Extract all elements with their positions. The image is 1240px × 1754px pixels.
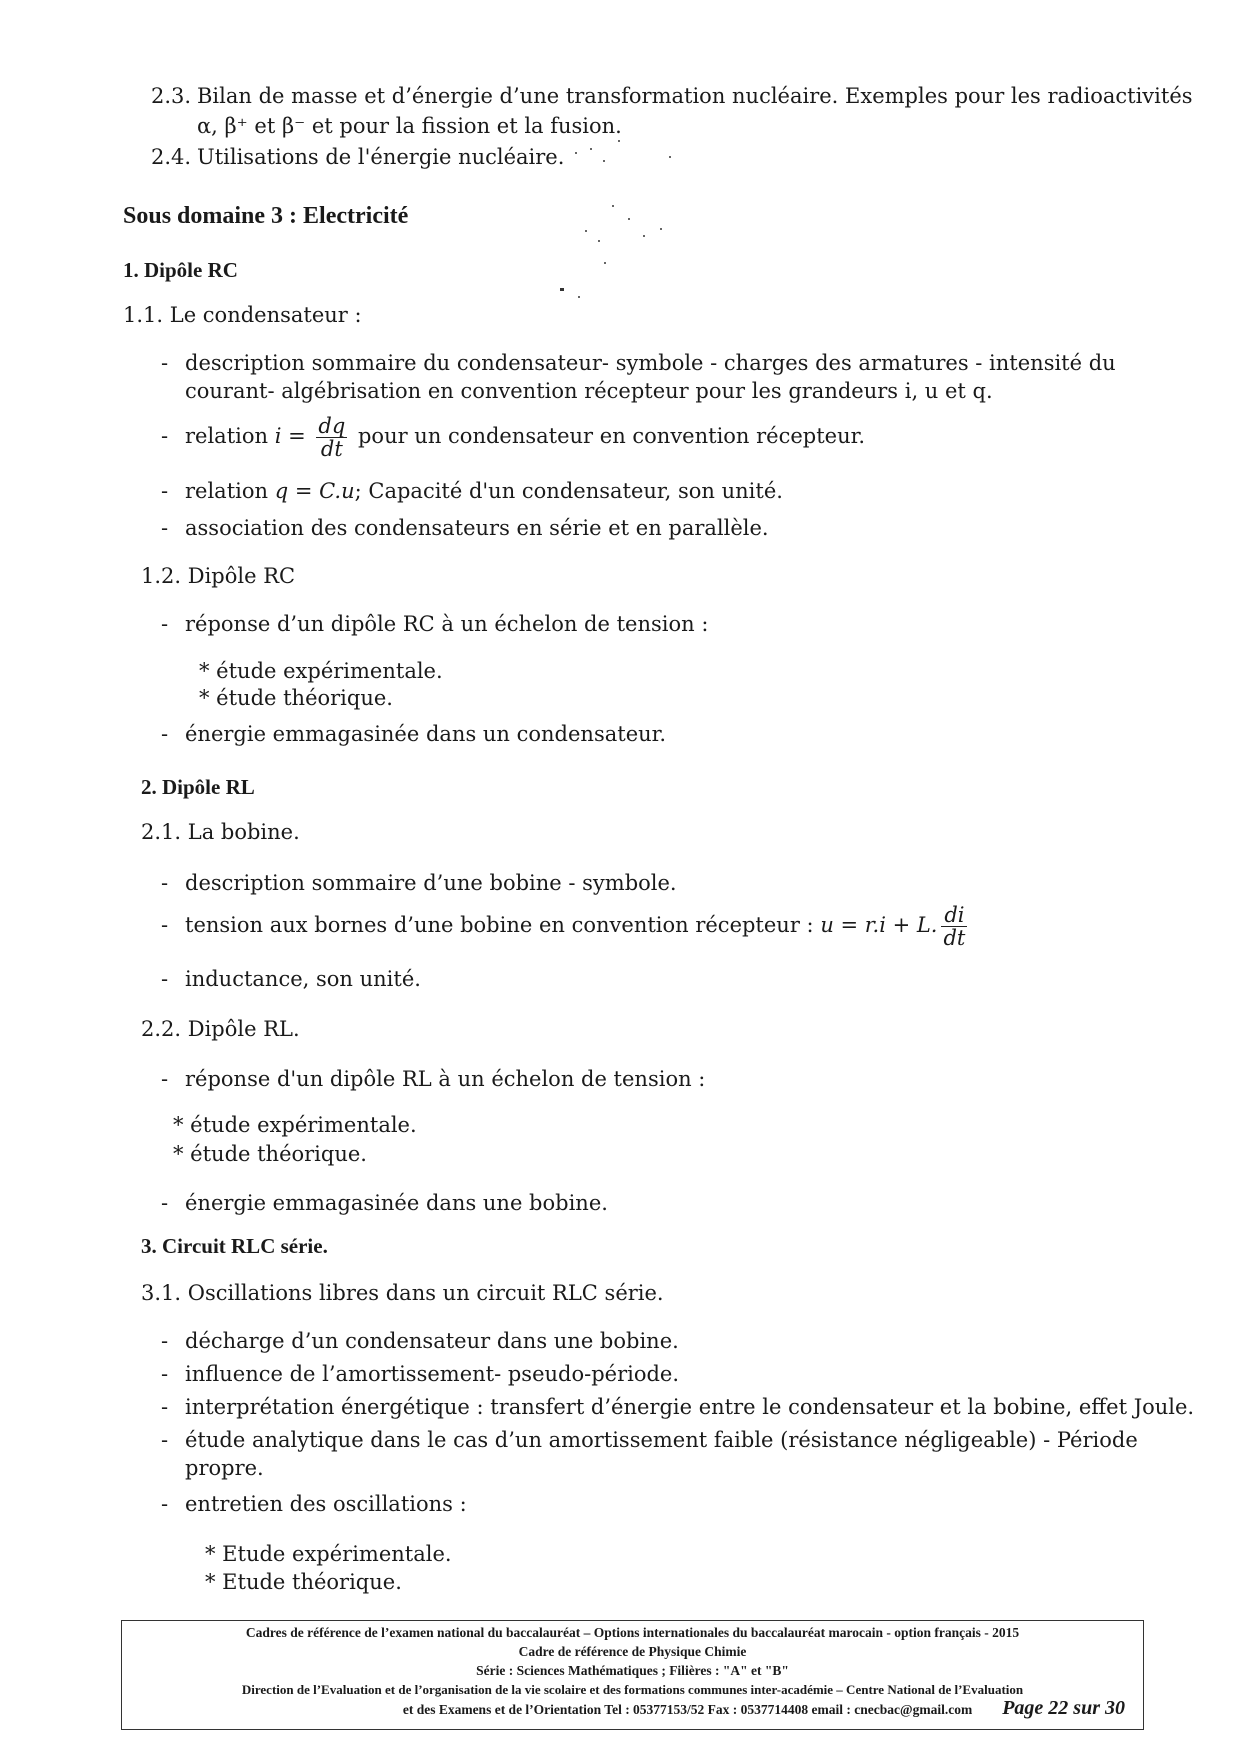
footer-contact: et des Examens et de l’Orientation Tel : 05377153/52 Fax : 0537714408 email : cnecbac@gmail.com (402, 1702, 973, 1717)
section-2-2-heading: 2.2. Dipôle RL. (141, 1017, 300, 1041)
relation-label: relation (185, 479, 269, 503)
rc-study-experimental: * étude expérimentale. (199, 659, 443, 683)
rc-bullet-association: - association des condensateurs en série et en parallèle. (185, 514, 769, 542)
rlc-study-experimental: * Etude expérimentale. (205, 1542, 452, 1566)
rlc-bullet-discharge: - décharge d’un condensateur dans une bobine. (185, 1327, 679, 1355)
relation-description: ; Capacité d'un condensateur, son unité. (354, 479, 783, 503)
fraction-denominator: dt (943, 926, 966, 950)
formula-u: u = r.i + L. (820, 913, 938, 937)
section-2-3-line1: Bilan de masse et d’énergie d’une transformation nucléaire. Exemples pour les radioactivités (197, 84, 1193, 108)
rc-bullet-relation-q (185, 477, 783, 505)
fraction-numerator: dq (318, 414, 346, 438)
tension-label: tension aux bornes d’une bobine en convention récepteur : (185, 913, 814, 937)
page-number: Page 22 sur 30 (1002, 1697, 1125, 1719)
section-2-1-heading: 2.1. La bobine. (141, 820, 300, 844)
section-2-title: 2. Dipôle RL (141, 775, 255, 799)
rlc-bullet-analytic-l1: - étude analytique dans le cas d’un amortissement faible (résistance négligeable) - Période (185, 1426, 1138, 1454)
fraction-dq-dt (316, 415, 347, 460)
section-2-3-label: 2.3. (151, 84, 192, 108)
section-3-1-heading: 3.1. Oscillations libres dans un circuit RLC série. (141, 1281, 664, 1305)
section-2-4-text: Utilisations de l'énergie nucléaire. (197, 145, 565, 169)
footer-line-3: Série : Sciences Mathématiques ; Filières : "A" et "B" (476, 1663, 789, 1678)
footer-line-2: Cadre de référence de Physique Chimie (518, 1644, 747, 1659)
rlc-bullet-maintenance: - entretien des oscillations : (185, 1490, 467, 1518)
rc-bullet-response: - réponse d’un dipôle RC à un échelon de tension : (185, 610, 708, 638)
page-footer (121, 1620, 1144, 1730)
rl-bullet-energy: - énergie emmagasinée dans une bobine. (185, 1189, 608, 1217)
relation-description: pour un condensateur en convention récepteur. (357, 424, 866, 448)
rlc-bullet-damping: - influence de l’amortissement- pseudo-période. (185, 1360, 679, 1388)
rlc-bullet-analytic-l2: propre. (185, 1456, 264, 1480)
section-2-4-label: 2.4. (151, 145, 192, 169)
fraction-di-dt (941, 904, 967, 949)
subdomain-title: Sous domaine 3 : Electricité (123, 203, 409, 229)
relation-label: relation (185, 424, 269, 448)
formula-i: i = (274, 424, 306, 448)
formula-q: q = C.u (274, 479, 355, 503)
rl-study-experimental: * étude expérimentale. (173, 1113, 417, 1137)
section-3-title: 3. Circuit RLC série. (141, 1234, 328, 1258)
footer-line-5 (122, 1699, 1143, 1719)
rc-bullet-description-l1: - description sommaire du condensateur- symbole - charges des armatures - intensité du (185, 349, 1116, 377)
fraction-denominator: dt (320, 437, 343, 461)
rl-study-theoretical: * étude théorique. (173, 1142, 367, 1166)
rl-bullet-inductance: - inductance, son unité. (185, 965, 421, 993)
rc-bullet-description-l2: courant- algébrisation en convention récepteur pour les grandeurs i, u et q. (185, 379, 993, 403)
section-1-1-heading: 1.1. Le condensateur : (123, 303, 362, 327)
rl-bullet-response: - réponse d'un dipôle RL à un échelon de tension : (185, 1065, 705, 1093)
rlc-bullet-energy: - interprétation énergétique : transfert d’énergie entre le condensateur et la bobine, effet Joule. (185, 1393, 1194, 1421)
footer-line-4: Direction de l’Evaluation et de l’organisation de la vie scolaire et des formations communes inter-académie – Centre National de l’Evaluation (241, 1682, 1024, 1697)
section-1-2-heading: 1.2. Dipôle RC (141, 564, 296, 588)
section-2-3-line2: α, β⁺ et β⁻ et pour la fission et la fusion. (197, 114, 622, 138)
fraction-numerator: di (941, 904, 967, 927)
rc-bullet-relation-i (185, 411, 865, 461)
rl-bullet-description: - description sommaire d’une bobine - symbole. (185, 869, 677, 897)
rc-study-theoretical: * étude théorique. (199, 686, 393, 710)
section-1-title: 1. Dipôle RC (123, 258, 238, 282)
rc-bullet-energy: - énergie emmagasinée dans un condensateur. (185, 720, 666, 748)
rlc-study-theoretical: * Etude théorique. (205, 1570, 402, 1594)
rl-bullet-tension (185, 900, 971, 950)
footer-line-1: Cadres de référence de l’examen national du baccalauréat – Options internationales du baccalauréat marocain - option français - 2015 (245, 1625, 1020, 1640)
